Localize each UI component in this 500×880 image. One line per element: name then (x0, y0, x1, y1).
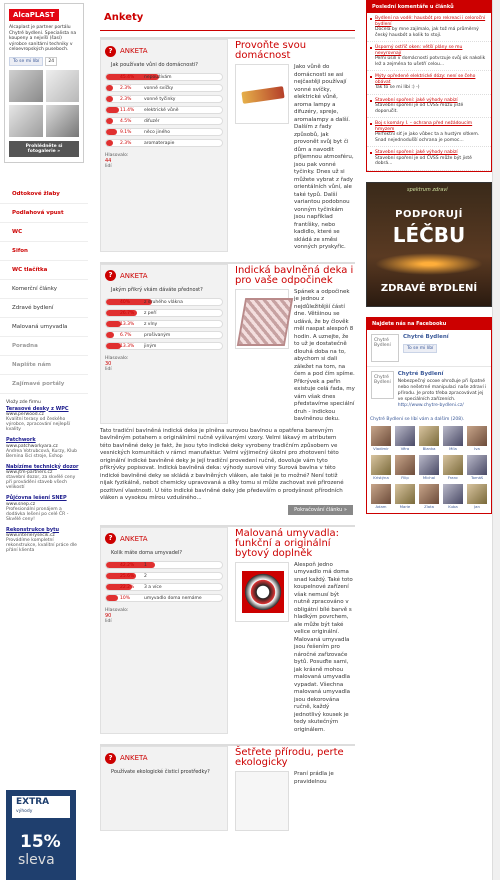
votes-count: 30 (105, 360, 112, 367)
poll-label: ANKETA (120, 534, 148, 543)
fan-name: Filip (401, 474, 409, 480)
poll-option[interactable] (105, 561, 223, 569)
poll-votes (105, 608, 223, 624)
article-body (235, 64, 355, 252)
question-icon: ? (105, 533, 116, 544)
poll-bar-fill (106, 595, 118, 601)
poll-percent: 13.3% (120, 343, 135, 349)
nav-item[interactable]: Zajímavé portály (0, 375, 88, 394)
fan-avatar (419, 426, 439, 446)
partners-head[interactable]: Vložy zde firmu (6, 399, 41, 405)
poll-bar[interactable] (105, 331, 223, 339)
facebook-page-name[interactable]: Chytré Bydlení (403, 333, 449, 340)
partner-desc: Profesionální pronájem a dodávka lešení po celé ČR - Skvělé ceny! (6, 506, 69, 522)
comment-item (367, 13, 491, 42)
poll-bar[interactable] (105, 583, 223, 591)
partner-desc: stavební dozor, za skvělé ceny při provádění staveb všech velikostí (6, 475, 76, 490)
article-content (228, 39, 355, 252)
poll-percent: 42.2% (120, 562, 135, 568)
article-excerpt: Praní prádla je pravidelnou (294, 771, 334, 785)
poll-percent: 11.4% (120, 108, 135, 113)
poll-bar[interactable] (105, 84, 223, 92)
poll-option-text: vonné tyčinky (144, 97, 176, 102)
poll-box (100, 527, 228, 735)
comment-article-link[interactable]: Úsporný ostřič oken: větší plány se mu nevyrovnají (375, 45, 463, 56)
poll-option-text: aromaterapie (144, 141, 175, 146)
main-content (100, 0, 355, 880)
article-row (100, 264, 355, 424)
fan-name: Iva (474, 445, 480, 451)
fan-name: Jan (474, 503, 480, 509)
facebook-fan[interactable] (419, 426, 439, 451)
ad-sleva: sleva (18, 852, 55, 868)
poll-option[interactable] (105, 139, 223, 147)
partner-title[interactable]: Nabízíme technický dozor (6, 463, 79, 470)
fan-avatar (371, 484, 391, 504)
facebook-fan[interactable] (467, 484, 487, 509)
comment-article-link[interactable]: Boj s komáry I. – ochrana před nežádoucím hmyzem (375, 121, 473, 132)
poll-bar[interactable] (105, 342, 223, 350)
poll-option[interactable] (105, 331, 223, 339)
votes-unit: lidí (105, 366, 112, 372)
poll-box (100, 264, 228, 424)
fan-name: Adam (375, 503, 387, 509)
poll-percent: 2.3% (120, 141, 132, 146)
article-image[interactable] (235, 562, 289, 622)
poll-question: Používate ekologické čisticí prostředky? (111, 769, 210, 775)
comment-text: Docela by mne zajímalo, jak tož má průměrný český hausbót a kolik to stojí. (375, 27, 479, 38)
poll-option-text: prošívaným (144, 332, 171, 338)
poll-bar[interactable] (105, 139, 223, 147)
poll-option[interactable] (105, 594, 223, 602)
article-excerpt: Alespoň jedno umyvadlo má doma snad každý. Také toto koupelnové zařízení však nemusí být nutně zpracováno v obligátní bílé barvě s hladkým povrchem, ale může být také velice originální. Malovaná umyvadla jsou řešením pro náročné zařizovače bytů. Posuďte sami, jak krásně mohou malovaná umyvadla vypadat. Všechna malovaná umyvadla jsou dekorována ručně, každý jednotlivý kousek je tedy skutečným originálem. (294, 561, 353, 733)
fan-name: Marie (399, 503, 411, 509)
fan-avatar (395, 455, 415, 475)
facebook-post-author[interactable]: Chytré Bydlení (397, 370, 444, 377)
title-divider (100, 30, 355, 31)
comment-item (367, 42, 491, 71)
poll-bar[interactable] (105, 309, 223, 317)
facebook-fan[interactable] (371, 484, 391, 509)
poll-option-text: difuzér (144, 119, 160, 124)
partner-item (6, 465, 82, 491)
banner-line-3: ZDRAVÉ BYDLENÍ (380, 282, 478, 294)
facebook-like-button[interactable]: To se mi líbí (403, 344, 437, 353)
poll-option-text: 3 a více (144, 584, 162, 590)
nav-item[interactable]: Zdravé bydlení (0, 299, 88, 318)
gallery-thumb[interactable] (9, 105, 43, 137)
poll-box (100, 746, 228, 831)
partner-item (6, 407, 82, 433)
facebook-page-logo[interactable]: Chytré Bydlení (371, 334, 399, 362)
nav-item[interactable]: Poradna (0, 337, 88, 356)
ad-brand: EXTRA výhody (12, 796, 70, 818)
poll-box (100, 39, 228, 252)
partner-text: Alcaplast je partner portálu Chytré bydlení. Specialista na koupeny a nejvíší (šasí) výrobce sanitární techniky v celoevropských puseboch. (9, 25, 77, 52)
article-body (235, 771, 355, 831)
facebook-post (367, 367, 491, 413)
fan-avatar (395, 484, 415, 504)
poll-option[interactable] (105, 117, 223, 125)
fan-avatar (371, 455, 391, 475)
article-content (228, 264, 355, 424)
comment-item (367, 147, 491, 171)
poll-percent: 13.3% (120, 321, 135, 327)
fan-name: Vladimir (373, 445, 389, 451)
gallery-thumbs (9, 70, 79, 137)
fan-name: Míla (449, 445, 457, 451)
poll-option[interactable] (105, 84, 223, 92)
fan-avatar (467, 426, 487, 446)
fan-name: Věra (400, 445, 410, 451)
article-row (100, 527, 355, 735)
comment-item (367, 71, 491, 95)
facebook-post-text: Nebezpečný ocoxe ohrožuje při špatné nebo nešetrné manipulaci naše zdraví i přírodu. Je proto třeba zpracovávat jej ve speciálních zařízeních. (397, 378, 487, 402)
comment-item (367, 95, 491, 119)
candle-glow (375, 253, 483, 275)
article-title[interactable]: Provoňte svou domácnost (235, 40, 307, 61)
votes-count: 44 (105, 158, 112, 164)
article-content (228, 746, 355, 831)
partner-title[interactable]: Půjčovna lešení SNEP (6, 495, 67, 501)
gallery-button[interactable]: Prohlédněte si fotogalerie » (9, 141, 79, 157)
poll-option[interactable] (105, 309, 223, 317)
poll-head (105, 751, 223, 765)
gallery-thumb[interactable] (46, 70, 80, 102)
poll-bar-fill (106, 118, 113, 124)
poll-label: ANKETA (120, 754, 148, 762)
article-image[interactable] (235, 289, 289, 349)
gallery-thumb[interactable] (46, 105, 80, 137)
poll-votes (105, 153, 223, 169)
comment-text: Stavební spoření je od ČVSS můžu jistě doporučit. (375, 103, 464, 114)
facebook-head: Najdete nás na Facebooku (367, 318, 491, 330)
partner-url[interactable]: www.perwood.cz (6, 412, 44, 417)
extra-ad[interactable] (6, 790, 76, 880)
fan-name: Kuba (448, 503, 458, 509)
partner-desc: Andrea Votrubcová, Kurzy, Klub Bernina šicí stroje, Eshop (6, 448, 78, 459)
poll-option[interactable] (105, 95, 223, 103)
poll-option[interactable] (105, 106, 223, 114)
votes-count: 90 (105, 612, 112, 619)
poll-bar[interactable] (105, 73, 223, 81)
ad-big: 15% (20, 832, 61, 852)
partners (0, 400, 88, 554)
article (100, 525, 355, 735)
article-image[interactable] (235, 771, 289, 831)
poll-bar-fill (106, 129, 117, 135)
banner-line-1: PODPORUJÍ (395, 208, 463, 220)
poll-percent: 10% (120, 595, 131, 601)
fan-avatar (443, 484, 463, 504)
partner-desc: Provádíme kompletní rekonstrukce, kvalitní práce dle přání klienta (6, 538, 77, 553)
partner-url[interactable]: www.patchworkyara.cz (6, 443, 58, 449)
fan-avatar (395, 426, 415, 446)
poll-bar[interactable] (105, 594, 223, 602)
votes-label: Hlasovalo: (105, 355, 129, 361)
like-button[interactable]: To se mi líbí (9, 57, 43, 66)
fan-avatar (419, 484, 439, 504)
partner-item (6, 438, 82, 459)
article (100, 262, 355, 515)
votes-label: Hlasovalo: (105, 153, 129, 158)
scrollbar[interactable] (492, 0, 500, 880)
comment-text: Tak to se mi líbí :) -) (375, 85, 420, 90)
poll-bar-fill (106, 96, 113, 102)
facebook-fan[interactable] (443, 426, 463, 451)
poll-option[interactable] (105, 583, 223, 591)
fan-name: Zlata (424, 503, 434, 509)
article-title[interactable]: Šetřete přírodu, perte ekologicky (235, 747, 344, 768)
article-content (228, 527, 355, 735)
poll-option[interactable] (105, 128, 223, 136)
poll-option-text: z druhého vlákna (144, 299, 183, 305)
votes-unit: lidí (105, 164, 112, 169)
facebook-fan[interactable] (443, 455, 463, 480)
partner-box (4, 3, 84, 163)
fan-avatar (419, 455, 439, 475)
nav-item[interactable]: Napište nám (0, 356, 88, 375)
nav-item[interactable]: Podlahová vpust (0, 204, 88, 223)
partner-url[interactable]: www.interierysecik.cz (6, 533, 55, 538)
poll-option-text: něco jiného (144, 130, 171, 135)
poll-bar[interactable] (105, 561, 223, 569)
poll-option[interactable] (105, 342, 223, 350)
fan-name: Blanka (422, 445, 436, 451)
poll-percent: 2.3% (120, 97, 132, 102)
banner-logo: spektrum zdraví (407, 186, 448, 193)
poll-bar-fill (106, 140, 113, 146)
like-row (9, 57, 79, 66)
gallery-thumb[interactable] (9, 70, 43, 102)
poll-head (105, 269, 223, 283)
question-icon: ? (105, 46, 116, 57)
fan-name: Kristýna (373, 474, 389, 480)
comments-head: Poslední komentáře u článků (367, 1, 491, 13)
facebook-fan[interactable] (371, 455, 391, 480)
poll-option-text: z vlny (144, 321, 158, 327)
fan-avatar (467, 455, 487, 475)
partner-url[interactable]: www.snep.cz (6, 501, 36, 507)
poll-option-text: nepoužívám (144, 75, 172, 80)
fan-avatar (371, 426, 391, 446)
poll-option[interactable] (105, 572, 223, 580)
poll-head (105, 44, 223, 58)
facebook-fan[interactable] (371, 426, 391, 451)
poll-bar[interactable] (105, 298, 223, 306)
poll-question: Jak používate vůni do domácnosti? (111, 62, 198, 68)
facebook-fan[interactable] (395, 455, 415, 480)
continue-button[interactable]: Pokračování článku » (288, 505, 353, 515)
fan-avatar (467, 484, 487, 504)
article-image[interactable] (235, 64, 289, 124)
poll-label: ANKETA (120, 47, 148, 55)
poll-bar[interactable] (105, 106, 223, 114)
partner-title[interactable]: Terasové desky z WPC (6, 405, 69, 412)
poll-question: Jakým přikrý vkám dáváte přednost? (111, 286, 203, 293)
poll-percent: 26.7% (120, 310, 135, 316)
poll-question: Kolik máte doma umyvadel? (111, 549, 182, 556)
left-sidebar (0, 0, 88, 880)
fan-name: Michal (422, 474, 436, 480)
banner-line-2: LÉČBU (392, 222, 466, 247)
poll-percent: 2.3% (120, 86, 132, 91)
comments-box (366, 0, 492, 172)
article-row (100, 746, 355, 831)
partner-item (6, 528, 82, 554)
article-body (235, 562, 355, 735)
nav-item[interactable]: Komerční články (0, 280, 88, 299)
facebook-page-row (367, 330, 491, 367)
poll-votes (105, 356, 223, 372)
comment-text: Stavební spoření je od ČVSS může být jistě dobrá... (375, 155, 472, 166)
poll-bar[interactable] (105, 128, 223, 136)
comment-text: Perfektní síť je jako vůbec ta a hustým sítkem. Snad nejednodušší ochrana je pomoc... (375, 132, 480, 143)
fan-name: Franc (447, 474, 459, 480)
poll-bar[interactable] (105, 320, 223, 328)
comment-article-link[interactable]: Stavební spoření: jaké výhody nabízí (375, 150, 458, 155)
spektrum-banner[interactable] (366, 182, 492, 307)
article-excerpt: Spánek a odpočinek je jednou z nejdůležitější částí dne. Většinou se udává, že by člověk měl naspat alespoň 8 hodin. A uznejte, že to už je dostatečně dlouhá doba na to, abychom si dali záležet na tom, na čem a pod čím spíme. Přikrývek a peřin existuje celá řada, my vám však dnes představíme speciální druh - indickou bavlněnou deku. (294, 288, 355, 422)
facebook-box (366, 317, 492, 514)
facebook-fans (367, 422, 491, 513)
nav-item[interactable]: WC tlačítka (0, 261, 88, 280)
fan-avatar (443, 455, 463, 475)
main-nav (0, 185, 88, 394)
nav-item[interactable]: WC (0, 223, 88, 242)
poll-option-text: vonné svíčky (144, 86, 174, 91)
facebook-fan[interactable] (467, 426, 487, 451)
votes-unit: lidí (105, 618, 112, 624)
poll-percent: 6.7% (120, 332, 132, 338)
facebook-fan[interactable] (467, 455, 487, 480)
question-icon: ? (105, 270, 116, 281)
partner-item (6, 496, 82, 522)
article-title[interactable]: Indická bavlněná deka i pro vaše odpočinek (235, 264, 354, 286)
poll-bar[interactable] (105, 572, 223, 580)
article (100, 744, 355, 831)
poll-option-text: jiným (144, 343, 157, 349)
comment-article-link[interactable]: Stavební spoření: jaké výhody nabízí (375, 97, 458, 103)
poll-bar-fill (106, 332, 114, 338)
article-fulltext: Tato tradiční bavlněná indická deka je plněna surovou bavlnou a opatřena barevným bavlněným potahem s originálními ručně vyšívanými vzory. Velmi lákavý m atributem této bavlněné deky je fakt, že jsou tyto indické deky vyrobeny tradičním způsobem ve vesnických komunitách v rámci manufaktur. Velmi výjimečný úkolni pro zhotovení této originální indické bavlněné deky je její tradiční provedení ručně, dovoluje vám tyto přikrývky popisovat. Indická bavlněná deka: výhody surové viny Surová bavlna v této indické bavlněné deky se skládá z bavlněných vláken, ale také je to možné? Není totiž nijak fyzikálně, nebot chemicky upravovaná a díky tomu si může zachovat své přirozené pozitivní vlastnosti. U této indické bavlněné deky jde především o prodyšnost přírodních vláken a vysokou mírou vzdušného... (100, 427, 344, 501)
poll-percent: 45.4% (120, 75, 135, 80)
facebook-fans-line: Chytré Bydlení se líbí vám a dalším (208). (370, 416, 465, 422)
question-icon: ? (105, 753, 116, 764)
facebook-fan[interactable] (419, 455, 439, 480)
right-sidebar (366, 0, 492, 880)
partner-title[interactable]: Patchwork (6, 437, 36, 443)
facebook-post-link[interactable]: http://www.chytre-bydleni.cz/ (397, 402, 464, 408)
poll-option[interactable] (105, 73, 223, 81)
poll-option[interactable] (105, 320, 223, 328)
facebook-fan[interactable] (443, 484, 463, 509)
facebook-fan[interactable] (419, 484, 439, 509)
article-title[interactable]: Malovaná umyvadla: funkční a originální bytový doplněk (235, 527, 340, 559)
comment-item (367, 118, 491, 147)
nav-item[interactable]: Malovaná umyvadla (0, 318, 88, 337)
poll-percent: 22.2% (120, 584, 135, 590)
votes-label: Hlasovalo: (105, 607, 129, 613)
poll-percent: 40% (120, 299, 131, 305)
page-title: Ankety (104, 12, 144, 23)
poll-bar-fill (106, 107, 119, 113)
nav-item[interactable]: Odtokové žlaby (0, 185, 88, 204)
comment-text: Pemi úsilí v domácnosti potvrzuje svůj ok nakolik lež a zejména to ušetří celou... (375, 56, 486, 67)
poll-option-text: 2 (144, 573, 147, 579)
fan-avatar (443, 426, 463, 446)
facebook-fan[interactable] (395, 426, 415, 451)
comment-article-link[interactable]: Mýty opředené elektrické dózy: není se čeho obávat (375, 74, 476, 85)
nav-item[interactable]: Sifon (0, 242, 88, 261)
poll-head (105, 532, 223, 546)
poll-bar[interactable] (105, 117, 223, 125)
partner-url[interactable]: www.jtm-partners.cz (6, 470, 53, 475)
like-count: 24 (45, 57, 57, 66)
facebook-post-logo[interactable]: Chytré Bydlení (371, 371, 394, 399)
poll-option-text: 1 (144, 562, 147, 568)
poll-percent: 9.1% (120, 130, 132, 135)
poll-bar[interactable] (105, 95, 223, 103)
article-excerpt: Jako vůně do domácnosti se asi nejčastěji používají vonné svíčky, elektrické vůně, aroma lampy a difuzéry, spreje, aromalampy a další. Dalším z řady způsobů, jak provonět svůj byt či dům a navodit příjemnou atmosféru, jsou pak vonné tyčinky. Dnes už si můžete vybrat z řady orientálních vůní, ale také typů. Další variantou podobnou vonným tyčinkám jsou například frantíšky, nebo kadidlo, které se skládá ze směsi vonných pryskyřic. (294, 64, 354, 250)
article-row (100, 39, 355, 252)
comment-article-link[interactable]: Bydlení na vodě: hausbót pro rekreaci i celoroční bydlení (375, 16, 486, 27)
poll-label: ANKETA (120, 271, 148, 280)
poll-option-text: z peří (144, 310, 157, 316)
poll-option-text: umyvadlo doma nemáme (144, 595, 202, 601)
alcaplast-logo[interactable]: AlcaPLAST (9, 9, 59, 21)
article-body (235, 289, 355, 424)
facebook-fan[interactable] (395, 484, 415, 509)
poll-percent: 25.6% (120, 573, 135, 579)
fan-name: Tomáš (470, 474, 483, 480)
poll-option[interactable] (105, 298, 223, 306)
poll-bar-fill (106, 85, 113, 91)
partner-desc: Kvalitní terasy od českého výrobce, zpracování nejlepší kvality (6, 417, 71, 432)
poll-percent: 4.5% (120, 119, 132, 124)
partner-title[interactable]: Rekonstrukce bytu (6, 526, 60, 533)
poll-option-text: elektrické vůně (144, 108, 179, 113)
article (100, 37, 355, 252)
